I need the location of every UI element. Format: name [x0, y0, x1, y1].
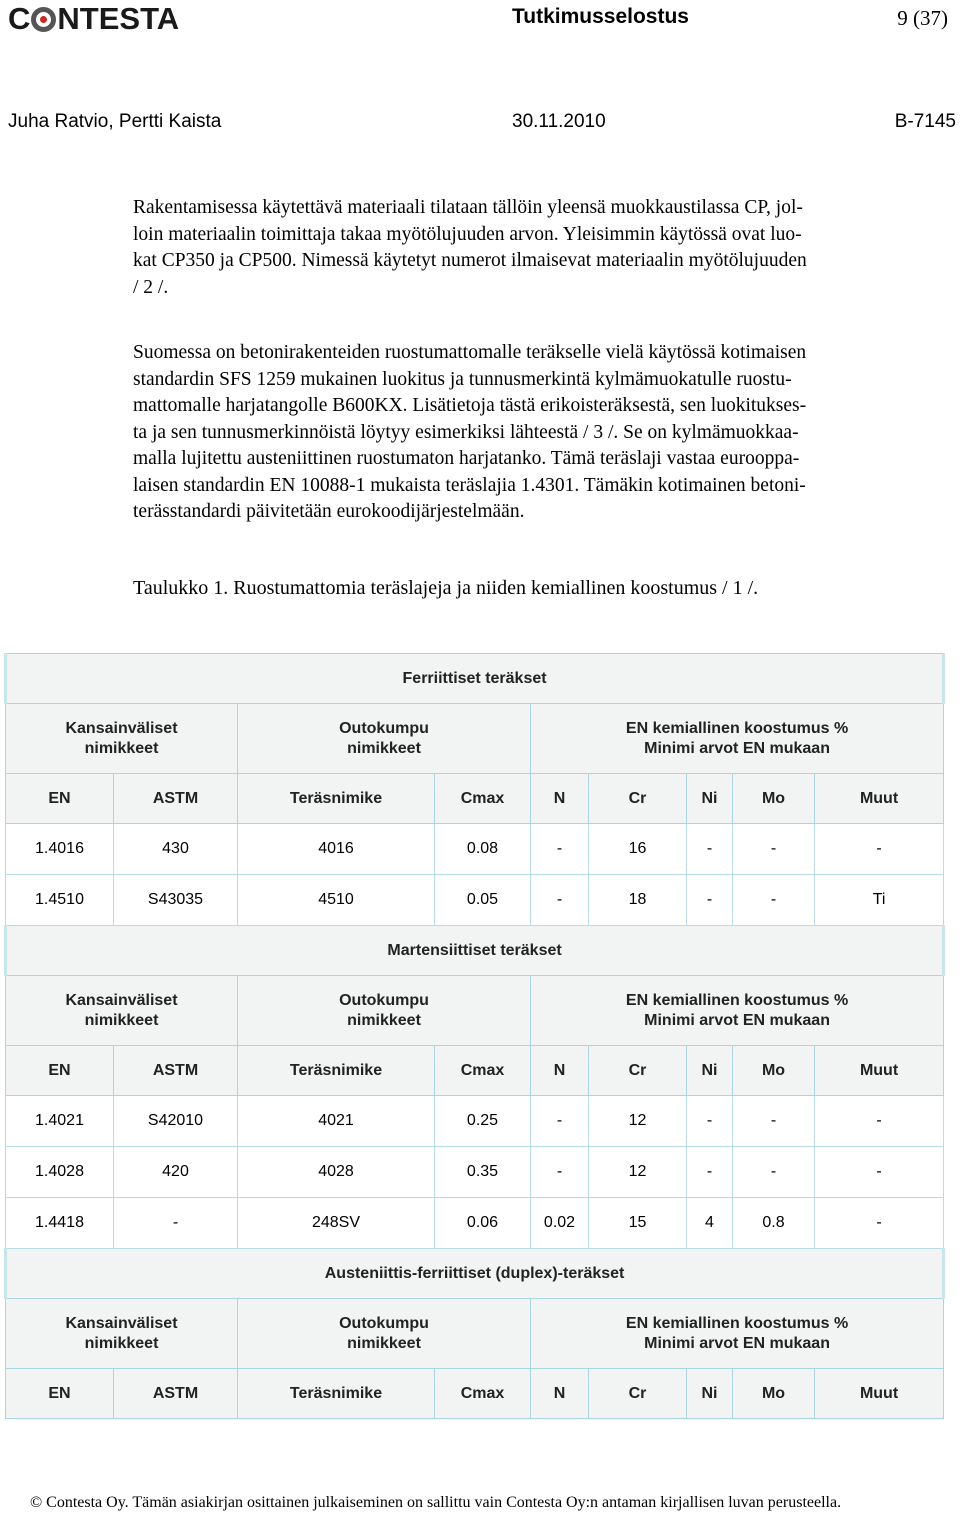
- column-header-row: [6, 1369, 944, 1419]
- column-header: Ni: [687, 1046, 733, 1096]
- table-cell: -: [733, 875, 815, 926]
- section-title: Ferriittiset teräkset: [6, 654, 944, 704]
- table-row: [6, 1198, 944, 1249]
- table-cell: Ti: [815, 875, 944, 926]
- table-cell: -: [687, 1096, 733, 1147]
- section-title: Martensiittiset teräkset: [6, 926, 944, 976]
- paragraph-line: loin materiaalin toimittaja takaa myötölujuuden arvon. Yleisimmin käytössä ovat luo-: [133, 223, 802, 245]
- paragraph-line: laisen standardin EN 10088-1 mukaista teräslajia 1.4301. Tämäkin kotimainen betoni-: [133, 474, 806, 496]
- header-box-line: Outokumpu: [339, 719, 429, 737]
- table-cell: -: [687, 875, 733, 926]
- table-cell: 16: [589, 824, 687, 875]
- table-cell: -: [531, 875, 589, 926]
- table-row: [6, 1147, 944, 1198]
- table-cell: 12: [589, 1147, 687, 1198]
- table-cell: 248SV: [238, 1198, 435, 1249]
- table-cell: -: [815, 1147, 944, 1198]
- header-box-row: [6, 1299, 944, 1369]
- table-cell: 0.8: [733, 1198, 815, 1249]
- table-cell: -: [687, 824, 733, 875]
- header-box-composition: [531, 704, 944, 774]
- paragraph-line: kat CP350 ja CP500. Nimessä käytetyt numerot ilmaisevat materiaalin myötölujuuden: [133, 250, 807, 271]
- column-header-row: [6, 774, 944, 824]
- header-box-composition: [531, 1299, 944, 1369]
- column-header: Mo: [733, 1046, 815, 1096]
- section-title-row: [6, 926, 944, 976]
- column-header: Cr: [589, 1046, 687, 1096]
- section-title-row: [6, 1249, 944, 1299]
- table-cell: -: [531, 824, 589, 875]
- header-box-international: [6, 1299, 238, 1369]
- header-box-line: Outokumpu: [339, 1314, 429, 1332]
- header-box-international: [6, 704, 238, 774]
- column-header: Ni: [687, 774, 733, 824]
- table-cell: -: [815, 1096, 944, 1147]
- table-caption: Taulukko 1. Ruostumattomia teräslajeja ja niiden kemiallinen koostumus / 1 /.: [133, 577, 759, 599]
- header-box-line: EN kemiallinen koostumus %: [625, 991, 849, 1009]
- table-cell: -: [815, 1198, 944, 1249]
- table-cell: -: [815, 824, 944, 875]
- table-cell: -: [531, 1096, 589, 1147]
- table-cell: 430: [114, 824, 238, 875]
- column-header: ASTM: [114, 1369, 238, 1419]
- copyright-footer: © Contesta Oy. Tämän asiakirjan osittainen julkaiseminen on sallittu vain Contesta Oy:n antaman kirjallisen luvan perusteella.: [30, 1494, 842, 1511]
- table-cell: -: [114, 1198, 238, 1249]
- header-box-line: nimikkeet: [347, 739, 421, 757]
- header-box-line: Kansainväliset: [65, 991, 178, 1009]
- header-box-line: Minimi arvot EN mukaan: [644, 1334, 830, 1352]
- table-cell: S43035: [114, 875, 238, 926]
- document-date: 30.11.2010: [512, 111, 606, 132]
- table-cell: 0.05: [435, 875, 531, 926]
- table-cell: 0.02: [531, 1198, 589, 1249]
- column-header: Cmax: [435, 1369, 531, 1419]
- header-box-outokumpu: [238, 704, 531, 774]
- document-type: Tutkimusselostus: [512, 5, 689, 28]
- column-header: EN: [6, 774, 114, 824]
- header-box-line: Minimi arvot EN mukaan: [644, 1011, 830, 1029]
- paragraph-line: / 2 /.: [133, 276, 169, 298]
- table-cell: 4: [687, 1198, 733, 1249]
- column-header: ASTM: [114, 774, 238, 824]
- paragraph-line: Suomessa on betonirakenteiden ruostumattomalle teräkselle vielä käytössä kotimaisen: [133, 342, 807, 363]
- column-header: Mo: [733, 774, 815, 824]
- column-header-row: [6, 1046, 944, 1096]
- table-cell: 4016: [238, 824, 435, 875]
- table-cell: 1.4021: [6, 1096, 114, 1147]
- header-box-international: [6, 976, 238, 1046]
- column-header: N: [531, 1369, 589, 1419]
- logo-letters-ntesta: NTESTA: [57, 1, 180, 36]
- paragraph-line: standardin SFS 1259 mukainen luokitus ja tunnusmerkintä kylmämuokatulle ruostu-: [133, 368, 792, 390]
- column-header: Cmax: [435, 1046, 531, 1096]
- column-header: Cr: [589, 1369, 687, 1419]
- table-cell: S42010: [114, 1096, 238, 1147]
- paragraph-line: ta ja sen tunnusmerkinnöistä löytyy esimerkiksi lähteestä / 3 /. Se on kylmämuokkaa-: [133, 421, 799, 443]
- steel-grades-table: [4, 653, 945, 1419]
- table-row: [6, 824, 944, 875]
- column-header: Muut: [815, 1046, 944, 1096]
- table-cell: -: [531, 1147, 589, 1198]
- column-header: Teräsnimike: [238, 1046, 435, 1096]
- header-box-line: nimikkeet: [84, 739, 159, 757]
- header-box-line: nimikkeet: [347, 1011, 421, 1029]
- table-cell: -: [733, 1147, 815, 1198]
- header-box-line: nimikkeet: [347, 1334, 421, 1352]
- column-header: Muut: [815, 774, 944, 824]
- table-cell: 4510: [238, 875, 435, 926]
- header-box-line: Minimi arvot EN mukaan: [644, 739, 830, 757]
- column-header: ASTM: [114, 1046, 238, 1096]
- paragraph-line: terässtandardi päivitetään eurokoodijärjestelmään.: [133, 501, 525, 522]
- table-cell: 0.25: [435, 1096, 531, 1147]
- paragraph-line: Rakentamisessa käytettävä materiaali tilataan tällöin yleensä muokkaustilassa CP, jol-: [133, 197, 803, 218]
- table-cell: 1.4028: [6, 1147, 114, 1198]
- header-box-line: nimikkeet: [84, 1011, 159, 1029]
- table-cell: 0.06: [435, 1198, 531, 1249]
- column-header: Ni: [687, 1369, 733, 1419]
- paragraph-line: malla lujitettu austeniittinen ruostumaton harjatanko. Tämä teräslaji vastaa eurooppa-: [133, 448, 800, 469]
- logo-letter-c: C: [8, 1, 31, 36]
- header-box-row: [6, 976, 944, 1046]
- document-code: B-7145: [894, 111, 956, 132]
- header-box-line: nimikkeet: [84, 1334, 159, 1352]
- column-header: Mo: [733, 1369, 815, 1419]
- section-title: Austeniittis-ferriittiset (duplex)-teräkset: [6, 1249, 944, 1299]
- column-header: Muut: [815, 1369, 944, 1419]
- logo-ring-icon: [31, 7, 56, 32]
- header-box-composition: [531, 976, 944, 1046]
- table-row: [6, 875, 944, 926]
- table-cell: -: [733, 1096, 815, 1147]
- paragraph-1: [133, 195, 941, 301]
- header-box-line: Kansainväliset: [65, 719, 178, 737]
- paragraph-line: mattomalle harjatangolle B600KX. Lisätietoja tästä erikoisteräksestä, sen luokitukses-: [133, 395, 807, 416]
- header-box-line: EN kemiallinen koostumus %: [625, 719, 849, 737]
- header-box-outokumpu: [238, 976, 531, 1046]
- section-title-row: [6, 654, 944, 704]
- column-header: N: [531, 1046, 589, 1096]
- column-header: Teräsnimike: [238, 1369, 435, 1419]
- column-header: EN: [6, 1369, 114, 1419]
- header-box-outokumpu: [238, 1299, 531, 1369]
- paragraph-2: [133, 340, 941, 526]
- table-cell: 18: [589, 875, 687, 926]
- table-cell: 1.4510: [6, 875, 114, 926]
- table-cell: 15: [589, 1198, 687, 1249]
- header-box-line: Kansainväliset: [65, 1314, 178, 1332]
- column-header: N: [531, 774, 589, 824]
- authors: Juha Ratvio, Pertti Kaista: [8, 111, 222, 132]
- column-header: Cr: [589, 774, 687, 824]
- table-row: [6, 1096, 944, 1147]
- table-cell: 0.35: [435, 1147, 531, 1198]
- header-box-row: [6, 704, 944, 774]
- table-cell: 0.08: [435, 824, 531, 875]
- table-cell: 4021: [238, 1096, 435, 1147]
- column-header: EN: [6, 1046, 114, 1096]
- table-cell: 1.4016: [6, 824, 114, 875]
- table-cell: -: [733, 824, 815, 875]
- table-cell: 420: [114, 1147, 238, 1198]
- table-cell: 1.4418: [6, 1198, 114, 1249]
- column-header: Cmax: [435, 774, 531, 824]
- table-cell: 12: [589, 1096, 687, 1147]
- company-logo: [8, 2, 179, 36]
- header-box-line: EN kemiallinen koostumus %: [625, 1314, 849, 1332]
- header-box-line: Outokumpu: [339, 991, 429, 1009]
- page-number: 9 (37): [897, 6, 948, 30]
- column-header: Teräsnimike: [238, 774, 435, 824]
- table-cell: 4028: [238, 1147, 435, 1198]
- table-cell: -: [687, 1147, 733, 1198]
